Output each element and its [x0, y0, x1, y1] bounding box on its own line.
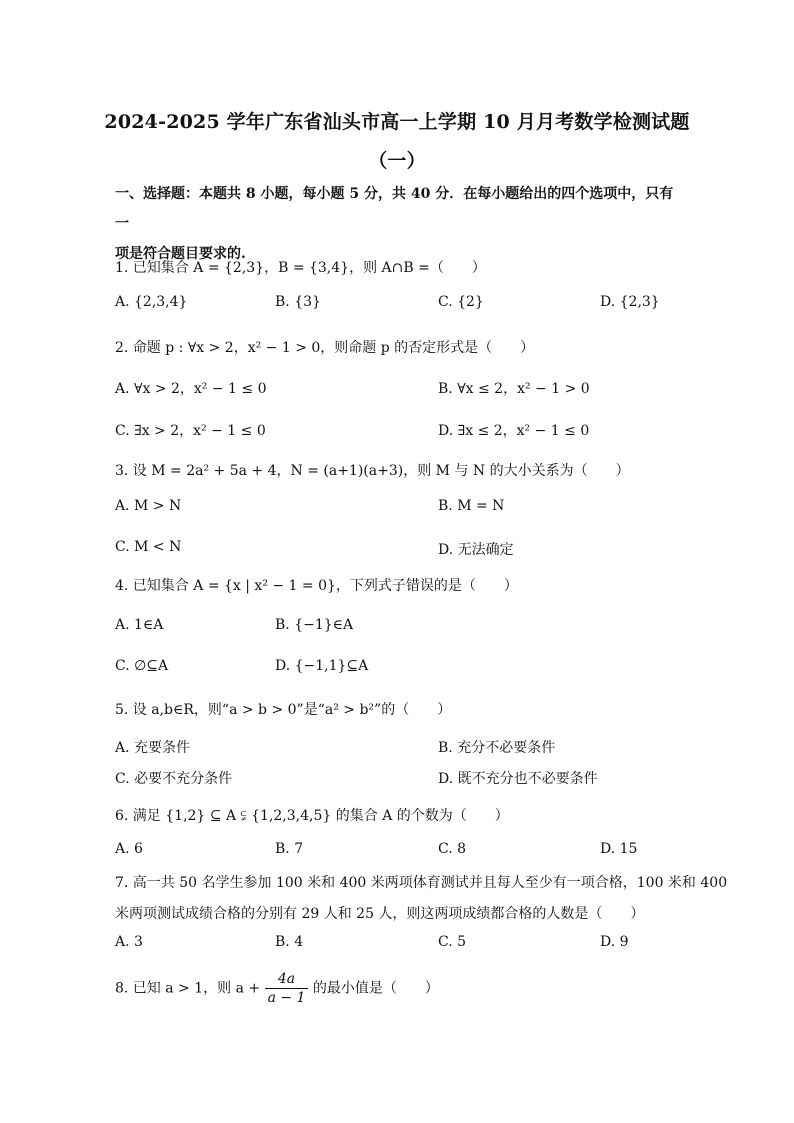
- question-6-option-b: B. 7: [275, 841, 304, 857]
- fraction-denominator: a − 1: [267, 990, 306, 1006]
- question-8-fraction: [265, 970, 309, 1007]
- question-2-option-d: D. ∃x ≤ 2，x² − 1 ≤ 0: [438, 423, 590, 439]
- question-2-option-c: C. ∃x > 2，x² − 1 ≤ 0: [115, 423, 266, 439]
- exam-title: 2024-2025 学年广东省汕头市高一上学期 10 月月考数学检测试题: [104, 111, 690, 133]
- question-4-stem: 4. 已知集合 A = {x | x² − 1 = 0}，下列式子错误的是（ ）: [115, 578, 518, 594]
- exam-subtitle: （一）: [368, 150, 426, 172]
- question-7-option-b: B. 4: [275, 934, 304, 950]
- question-1-option-b: B. {3}: [275, 294, 321, 310]
- question-6-option-d: D. 15: [600, 841, 638, 857]
- question-3-option-d: D. 无法确定: [438, 542, 514, 558]
- fraction-numerator: 4a: [265, 970, 309, 989]
- question-8-stem-prefix: 8. 已知 a > 1，则 a +: [115, 980, 261, 997]
- question-8-stem-suffix: 的最小值是（ ）: [312, 980, 439, 997]
- question-1-option-a: A. {2,3,4}: [115, 294, 188, 310]
- question-2-option-a: A. ∀x > 2，x² − 1 ≤ 0: [115, 381, 267, 397]
- question-4-option-d: D. {−1,1}⊆A: [275, 658, 369, 674]
- question-1-option-d: D. {2,3}: [600, 294, 660, 310]
- question-2-stem: 2. 命题 p : ∀x > 2，x² − 1 > 0，则命题 p 的否定形式是（ ）: [115, 340, 535, 356]
- question-1-stem: 1. 已知集合 A = {2,3}，B = {3,4}，则 A∩B =（ ）: [115, 260, 486, 276]
- question-2-option-b: B. ∀x ≤ 2，x² − 1 > 0: [438, 381, 590, 397]
- question-5-option-c: C. 必要不充分条件: [115, 771, 233, 787]
- question-4-option-c: C. ∅⊆A: [115, 658, 169, 674]
- question-4-option-a: A. 1∈A: [115, 617, 164, 633]
- question-7-option-a: A. 3: [115, 934, 143, 950]
- question-7-option-d: D. 9: [600, 934, 629, 950]
- question-7-stem-line-1: 7. 高一共 50 名学生参加 100 米和 400 米两项体育测试并且每人至少有一项合格，100 米和 400: [115, 875, 728, 891]
- section-heading-line-2: 项是符合题目要求的.: [115, 246, 246, 262]
- question-8-stem: [115, 970, 439, 1007]
- question-3-option-a: A. M > N: [115, 498, 182, 514]
- question-5-option-d: D. 既不充分也不必要条件: [438, 771, 598, 787]
- question-1-option-c: C. {2}: [438, 294, 484, 310]
- question-5-option-a: A. 充要条件: [115, 740, 191, 756]
- question-5-option-b: B. 充分不必要条件: [438, 740, 556, 756]
- question-7-stem-line-2: 米两项测试成绩合格的分别有 29 人和 25 人，则这两项成绩都合格的人数是（ ）: [115, 906, 645, 922]
- section-heading-line-1: 一、选择题：本题共 8 小题，每小题 5 分，共 40 分．在每小题给出的四个选项中，只有一: [115, 186, 674, 232]
- question-6-option-a: A. 6: [115, 841, 143, 857]
- section-heading: [115, 179, 675, 269]
- question-5-stem: 5. 设 a,b∈R，则“a > b > 0”是“a² > b²”的（ ）: [115, 702, 452, 718]
- question-3-option-c: C. M < N: [115, 539, 182, 555]
- question-4-option-b: B. {−1}∈A: [275, 617, 354, 633]
- question-3-option-b: B. M = N: [438, 498, 505, 514]
- question-6-option-c: C. 8: [438, 841, 467, 857]
- question-7-option-c: C. 5: [438, 934, 467, 950]
- question-3-stem: 3. 设 M = 2a² + 5a + 4，N = (a+1)(a+3)，则 M 与 N 的大小关系为（ ）: [115, 463, 630, 479]
- question-6-stem: 6. 满足 {1,2} ⊆ A ⫋ {1,2,3,4,5} 的集合 A 的个数为（ ）: [115, 808, 509, 824]
